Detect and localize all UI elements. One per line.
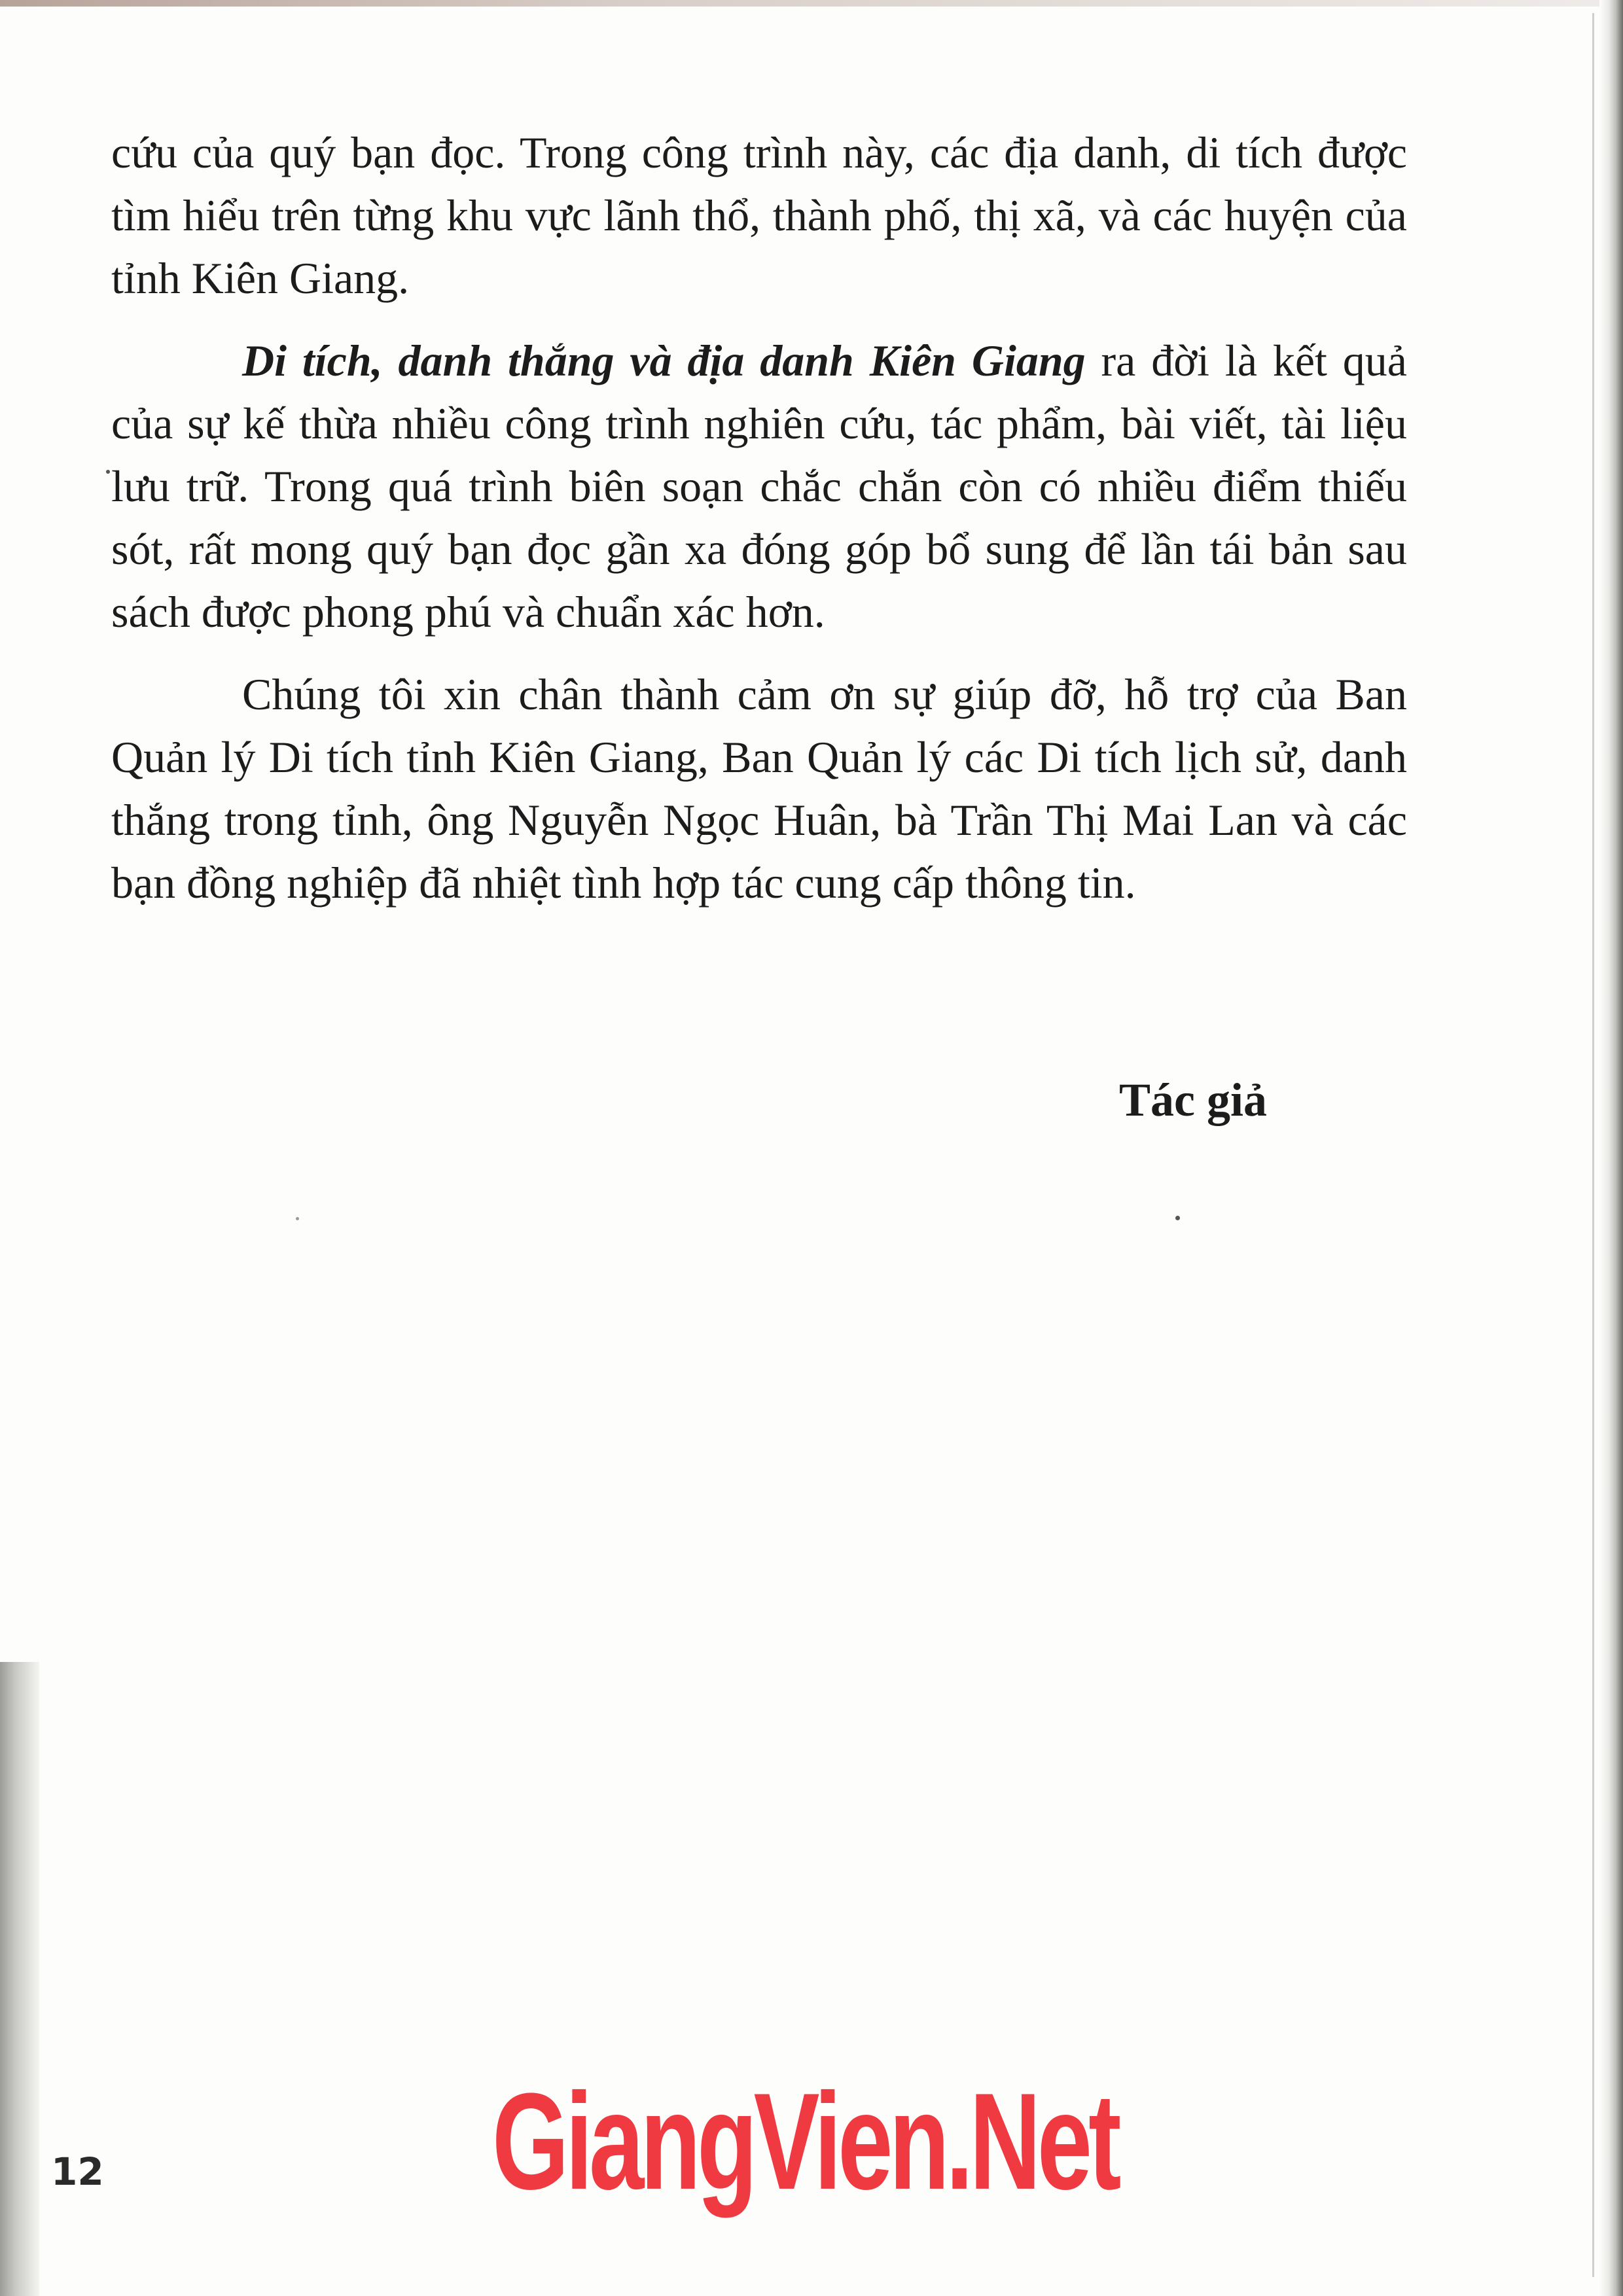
paragraph-3-text: Chúng tôi xin chân thành cảm ơn sự giúp đỡ, hỗ trợ của Ban Quản lý Di tích tỉnh Kiên Giang, Ban Quản lý các Di tích lịch sử, danh thắng trong tỉnh, ông Nguyễn Ngọc Huân, bà Trần Thị Mai Lan và các bạn đồng nghiệp đã nhiệt tình hợp tác cung cấp thông tin. [111,669,1407,908]
page-number: 12 [51,2149,104,2194]
scan-top-edge [0,0,1623,7]
scan-speck [106,470,110,474]
scan-left-shadow [0,1662,39,2296]
watermark-logo: GiangVien.Net [492,2064,1118,2218]
scan-speck [1175,1216,1180,1220]
paragraph-1 [111,121,1407,309]
paragraph-2 [111,329,1407,643]
author-signature: Tác giả [1119,1074,1267,1126]
paragraph-2-text: ra đời là kết quả của sự kế thừa nhiều công trình nghiên cứu, tác phẩm, bài viết, tài liệu lưu trữ. Trong quá trình biên soạn chắc chắn còn có nhiều điểm thiếu sót, rất mong quý bạn đọc gần xa đóng góp bổ sung để lần tái bản sau sách được phong phú và chuẩn xác hơn. [111,336,1407,637]
scan-speck [296,1217,299,1220]
scan-spine-line [1592,13,1594,2277]
book-title: Di tích, danh thắng và địa danh Kiên Giang [242,336,1086,385]
paragraph-3 [111,663,1407,914]
body-text [111,121,1407,934]
scan-right-edge [1599,0,1623,2296]
paragraph-1-text: cứu của quý bạn đọc. Trong công trình này, các địa danh, di tích được tìm hiểu trên từng khu vực lãnh thổ, thành phố, thị xã, và các huyện của tỉnh Kiên Giang. [111,128,1407,303]
